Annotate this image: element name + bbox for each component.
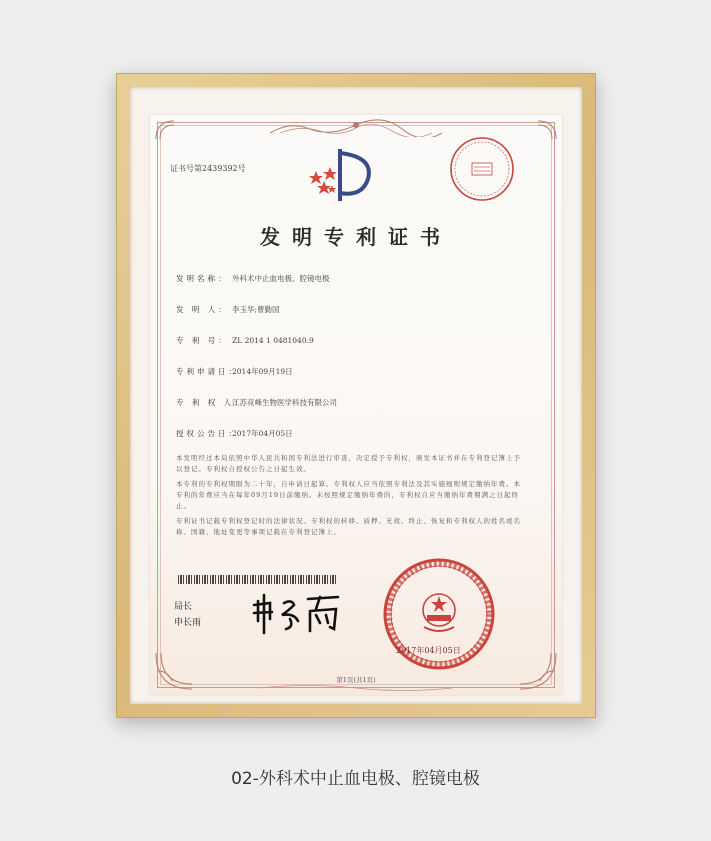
picture-frame	[116, 73, 596, 718]
certificate-paragraph: 本发明经过本局依照中华人民共和国专利法进行审查，决定授予专利权，颁发本证书并在专利登记簿上予以登记。专利权自授权公告之日起生效。	[176, 454, 521, 473]
field-value: 2014年09月19日	[232, 367, 293, 376]
field-label: 专 利 号：	[176, 336, 229, 345]
field-label: 专 利 权 人：	[176, 398, 245, 407]
corner-ornament-icon	[154, 119, 176, 141]
frame-mat	[130, 87, 582, 704]
field-label: 发明名称：	[176, 274, 229, 283]
patent-certificate	[150, 115, 562, 695]
stamp-date: 2017年04月05日	[396, 646, 461, 655]
field-grant-date	[176, 428, 293, 439]
field-value: 江苏竞峰生物医学科技有限公司	[232, 398, 337, 407]
field-label: 专利申请日：	[176, 367, 239, 376]
field-application-date	[176, 366, 293, 377]
field-value: 外科术中止血电极、腔镜电极	[232, 274, 330, 283]
signatory-name: 申长雨	[174, 618, 202, 628]
signatory-title: 局长	[174, 602, 193, 612]
field-label: 发 明 人：	[176, 305, 229, 314]
certificate-paragraph: 专利证书记载专利权登记时的法律状况。专利权的转移、质押、无效、终止、恢复和专利权人的姓名或名称、国籍、地址变更等事项记载在专利登记簿上。	[176, 517, 521, 536]
field-value: ZL 2014 1 0481040.9	[232, 336, 314, 345]
field-patentee	[176, 397, 337, 408]
corner-ornament-icon	[518, 651, 558, 691]
field-value: 李玉华;曹勤国	[232, 305, 280, 314]
bottom-ornament-icon	[260, 683, 452, 693]
barcode	[178, 575, 338, 584]
field-inventor	[176, 304, 280, 315]
field-label: 授权公告日：	[176, 429, 239, 438]
handwritten-signature	[250, 587, 345, 637]
certificate-paragraph: 本专利的专利权期限为二十年，自申请日起算。专利权人应当依照专利法及其实施细则规定缴纳年费。本专利的年费应当在每年09月19日前缴纳。未按照规定缴纳年费的，专利权自应当缴纳年费期满之日起终止。	[176, 480, 521, 510]
page-number: 第1页(共1页)	[336, 676, 376, 684]
patent-office-logo-icon	[302, 145, 377, 205]
registration-seal-icon	[448, 135, 516, 203]
corner-ornament-icon	[536, 119, 558, 141]
certificate-number: 证书号第2439392号	[170, 164, 246, 173]
top-ornament-icon	[270, 119, 442, 137]
field-invention-name	[176, 273, 330, 284]
corner-ornament-icon	[154, 651, 194, 691]
image-caption: 02-外科术中止血电极、腔镜电极	[231, 769, 480, 789]
field-patent-number	[176, 335, 314, 346]
certificate-title: 发明专利证书	[260, 225, 452, 249]
field-value: 2017年04月05日	[232, 429, 293, 438]
